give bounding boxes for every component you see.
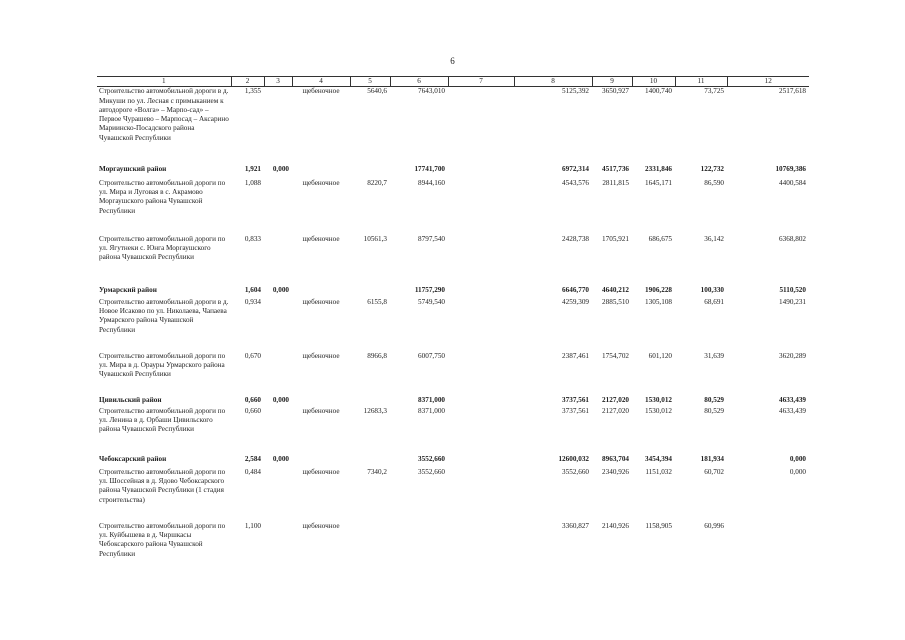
- cell-col-9: 2127,020: [602, 395, 629, 404]
- cell-col-11: 73,725: [704, 87, 724, 96]
- cell-col-5: 8966,8: [367, 351, 387, 360]
- cell-col-4: щебеночное: [302, 406, 340, 415]
- row-name-cell: Строительство автомобильной дороги в д. Микуши по ул. Лесная с примыканием к автодороге «Волга» – Марпо-сад» – Первое Чурашево – Марпосад – Аксарино Мариинско-Посадского района Чувашской Республики: [99, 87, 229, 142]
- column-header-2: 2: [231, 77, 264, 87]
- cell-col-7: [448, 298, 514, 352]
- cell-col-4: [292, 455, 350, 468]
- cell-col-5: 8220,7: [367, 178, 387, 187]
- cell-col-7: [448, 396, 514, 407]
- cell-col-11: 80,529: [704, 395, 724, 404]
- cell-col-6: 8944,160: [418, 178, 445, 187]
- cell-col-11: 100,330: [700, 285, 724, 294]
- cell-col-4: щебеночное: [302, 87, 340, 96]
- cell-col-2: 0,833: [244, 234, 261, 243]
- cell-col-3: [264, 298, 292, 352]
- cell-col-9: 2340,926: [602, 467, 629, 476]
- column-header-4: 4: [292, 77, 350, 87]
- cell-col-5: [350, 165, 390, 179]
- column-header-6: 6: [390, 77, 448, 87]
- column-header-12: 12: [727, 77, 809, 87]
- cell-col-12: 3620,289: [779, 351, 806, 360]
- cell-col-3: [264, 87, 292, 165]
- cell-col-12: 0,000: [789, 454, 806, 463]
- cell-col-9: 4640,212: [602, 285, 629, 294]
- cell-col-2: 2,584: [244, 454, 261, 463]
- cell-col-5: 7340,2: [367, 467, 387, 476]
- cell-col-4: щебеночное: [302, 351, 340, 360]
- cell-col-7: [448, 352, 514, 396]
- cell-col-10: 2331,846: [645, 164, 672, 173]
- cell-col-9: 2140,926: [602, 521, 629, 530]
- cell-col-6: 3552,660: [418, 467, 445, 476]
- cell-col-8: 2428,738: [562, 234, 589, 243]
- row-name-cell: Чебоксарский район: [99, 454, 167, 463]
- row-name-cell: Урмарский район: [99, 285, 157, 294]
- cell-col-2: 1,088: [244, 178, 261, 187]
- cell-col-10: 1645,171: [645, 178, 672, 187]
- cell-col-4: [292, 165, 350, 179]
- column-header-5: 5: [350, 77, 390, 87]
- cell-col-2: 1,355: [244, 87, 261, 96]
- row-name-cell: Строительство автомобильной дороги по ул. Ягутнеки с. Юнга Моргаушского района Чувашской Республики: [99, 234, 226, 262]
- row-name-cell: Строительство автомобильной дороги по ул. Шоссейная в д. Ядово Чебоксарского района Чувашской Республики (1 стадия строительства): [99, 467, 226, 504]
- cell-col-6: 8797,540: [418, 234, 445, 243]
- cell-col-5: [350, 455, 390, 468]
- cell-col-10: 601,120: [648, 351, 672, 360]
- cell-col-11: 181,934: [700, 454, 724, 463]
- cell-col-8: 3552,660: [562, 467, 589, 476]
- cell-col-12: 5110,520: [779, 285, 806, 294]
- cell-col-12: 4633,439: [779, 406, 806, 415]
- cell-col-12: 6368,802: [779, 234, 806, 243]
- district-row: [97, 396, 809, 407]
- cell-col-3: [264, 179, 292, 235]
- cell-col-9: 2885,510: [602, 297, 629, 306]
- cell-col-4: щебеночное: [302, 297, 340, 306]
- cell-col-7: [448, 522, 514, 568]
- cell-col-10: 1530,012: [645, 406, 672, 415]
- row-name-cell: Строительство автомобильной дороги по ул. Куйбышева в д. Чиршкасы Чебоксарского района Чувашской Республики: [99, 521, 226, 558]
- column-header-11: 11: [675, 77, 727, 87]
- district-row: [97, 455, 809, 468]
- budget-table: [97, 76, 809, 568]
- cell-col-9: 2127,020: [602, 406, 629, 415]
- column-header-10: 10: [632, 77, 675, 87]
- cell-col-6: [390, 522, 448, 568]
- cell-col-12: 10769,386: [775, 164, 806, 173]
- cell-col-8: 6646,770: [562, 285, 589, 294]
- cell-col-2: 0,934: [244, 297, 261, 306]
- cell-col-6: 3552,660: [418, 454, 445, 463]
- cell-col-11: 68,691: [704, 297, 724, 306]
- cell-col-3: 0,000: [272, 164, 289, 173]
- cell-col-3: [264, 235, 292, 286]
- cell-col-10: 1400,740: [645, 87, 672, 96]
- cell-col-10: 686,675: [648, 234, 672, 243]
- project-row: [97, 352, 809, 396]
- cell-col-11: 60,996: [704, 521, 724, 530]
- project-row: [97, 522, 809, 568]
- cell-col-8: 3360,827: [562, 521, 589, 530]
- cell-col-12: 1490,231: [779, 297, 806, 306]
- cell-col-3: [264, 468, 292, 522]
- cell-col-6: 8371,000: [418, 395, 445, 404]
- cell-col-11: 60,702: [704, 467, 724, 476]
- cell-col-10: 1151,032: [645, 467, 672, 476]
- cell-col-3: 0,000: [272, 454, 289, 463]
- cell-col-10: 1906,228: [645, 285, 672, 294]
- row-name-cell: Строительство автомобильной дороги в д. Новое Исаково по ул. Николаева, Чапаева Урмарского района Чувашской Республики: [99, 297, 229, 334]
- cell-col-11: 86,590: [704, 178, 724, 187]
- cell-col-10: 1305,108: [645, 297, 672, 306]
- cell-col-7: [448, 286, 514, 298]
- cell-col-12: [727, 522, 809, 568]
- cell-col-9: 1705,921: [602, 234, 629, 243]
- cell-col-4: щебеночное: [302, 521, 340, 530]
- cell-col-4: [292, 396, 350, 407]
- cell-col-7: [448, 468, 514, 522]
- row-name-cell: Цивильский район: [99, 395, 162, 404]
- cell-col-2: 1,604: [244, 285, 261, 294]
- project-row: [97, 87, 809, 165]
- column-header-3: 3: [264, 77, 292, 87]
- cell-col-5: 5640,6: [367, 87, 387, 96]
- table-header-row: [97, 77, 809, 87]
- row-name-cell: Моргаушский район: [99, 164, 167, 173]
- cell-col-6: 17741,700: [414, 164, 445, 173]
- page-number: 6: [450, 56, 455, 66]
- cell-col-11: 80,529: [704, 406, 724, 415]
- table-body: [97, 87, 809, 568]
- column-header-1: 1: [97, 77, 231, 87]
- cell-col-7: [448, 165, 514, 179]
- cell-col-11: 36,142: [704, 234, 724, 243]
- cell-col-5: 12683,3: [363, 406, 387, 415]
- cell-col-5: 6155,8: [367, 297, 387, 306]
- column-header-7: 7: [448, 77, 514, 87]
- cell-col-9: 8963,704: [602, 454, 629, 463]
- cell-col-3: 0,000: [272, 395, 289, 404]
- cell-col-7: [448, 235, 514, 286]
- cell-col-6: 6007,750: [418, 351, 445, 360]
- cell-col-12: 2517,618: [779, 87, 806, 96]
- cell-col-6: 11757,290: [414, 285, 445, 294]
- cell-col-8: 4543,576: [562, 178, 589, 187]
- cell-col-12: 4400,584: [779, 178, 806, 187]
- cell-col-2: 0,670: [244, 351, 261, 360]
- cell-col-3: 0,000: [272, 285, 289, 294]
- cell-col-2: 1,921: [244, 164, 261, 173]
- cell-col-2: 0,484: [244, 467, 261, 476]
- cell-col-6: 5749,540: [418, 297, 445, 306]
- cell-col-9: 4517,736: [602, 164, 629, 173]
- row-name-cell: Строительство автомобильной дороги по ул. Мира в д. Орауры Урмарского района Чувашской Республики: [99, 351, 226, 379]
- cell-col-7: [448, 407, 514, 455]
- cell-col-11: 122,732: [700, 164, 724, 173]
- cell-col-9: 1754,702: [602, 351, 629, 360]
- cell-col-7: [448, 87, 514, 165]
- cell-col-10: 1530,012: [645, 395, 672, 404]
- project-row: [97, 179, 809, 235]
- cell-col-8: 12600,032: [558, 454, 589, 463]
- cell-col-9: 3650,927: [602, 87, 629, 96]
- row-name-cell: Строительство автомобильной дороги по ул. Мира и Луговая в с. Акрамово Моргаушского района Чувашской Республики: [99, 178, 226, 215]
- cell-col-3: [264, 352, 292, 396]
- project-row: [97, 298, 809, 352]
- cell-col-4: щебеночное: [302, 467, 340, 476]
- cell-col-5: [350, 522, 390, 568]
- cell-col-2: 0,660: [244, 395, 261, 404]
- cell-col-3: [264, 522, 292, 568]
- cell-col-4: [292, 286, 350, 298]
- cell-col-11: 31,639: [704, 351, 724, 360]
- cell-col-4: щебеночное: [302, 178, 340, 187]
- cell-col-3: [264, 407, 292, 455]
- row-name-cell: Строительство автомобильной дороги по ул. Ленина в д. Орбаши Цивильского района Чувашской Республики: [99, 406, 226, 434]
- project-row: [97, 235, 809, 286]
- cell-col-8: 5125,392: [562, 87, 589, 96]
- cell-col-12: 4633,439: [779, 395, 806, 404]
- project-row: [97, 407, 809, 455]
- cell-col-9: 2811,815: [602, 178, 629, 187]
- cell-col-5: [350, 396, 390, 407]
- project-row: [97, 468, 809, 522]
- cell-col-4: щебеночное: [302, 234, 340, 243]
- district-row: [97, 286, 809, 298]
- district-row: [97, 165, 809, 179]
- cell-col-2: 0,660: [244, 406, 261, 415]
- cell-col-7: [448, 179, 514, 235]
- cell-col-2: 1,100: [244, 521, 261, 530]
- cell-col-5: [350, 286, 390, 298]
- column-header-8: 8: [514, 77, 592, 87]
- cell-col-6: 8371,000: [418, 406, 445, 415]
- column-header-9: 9: [592, 77, 632, 87]
- cell-col-8: 3737,561: [562, 406, 589, 415]
- cell-col-7: [448, 455, 514, 468]
- cell-col-8: 3737,561: [562, 395, 589, 404]
- cell-col-10: 1158,905: [645, 521, 672, 530]
- cell-col-8: 2387,461: [562, 351, 589, 360]
- cell-col-8: 4259,309: [562, 297, 589, 306]
- cell-col-12: 0,000: [789, 467, 806, 476]
- cell-col-6: 7643,010: [418, 87, 445, 96]
- cell-col-5: 10561,3: [363, 234, 387, 243]
- cell-col-8: 6972,314: [562, 164, 589, 173]
- cell-col-10: 3454,394: [645, 454, 672, 463]
